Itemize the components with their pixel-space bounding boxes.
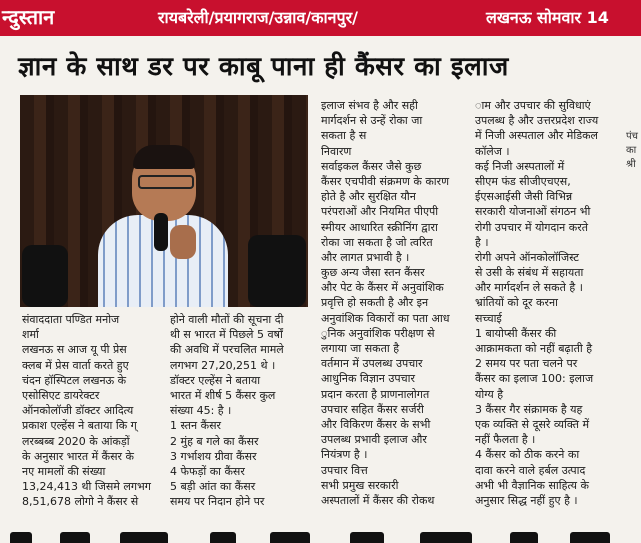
speaker-hand <box>170 225 196 259</box>
article-line: उपचार सहित कैंसर सर्जरी <box>321 402 424 416</box>
article-line: 3 कैंसर गैर संक्रामक है यह <box>475 402 583 416</box>
article-line: सभी प्रमुख सरकारी <box>321 478 399 492</box>
article-line: 8,51,678 लोगो ने कैंसर से <box>22 495 139 509</box>
article-line: और मार्गदर्शन ले सकते है । <box>475 281 583 295</box>
article-line: स्मीयर आधारित स्क्रीनिंग द्वारा <box>321 220 438 234</box>
article-line: भारत में शीर्ष 5 कैंसर कुल <box>170 388 276 402</box>
article-line: और पेट के कैंसर में अनुवांशिक <box>321 281 444 295</box>
article-line: ुनिक अनुवांशिक परीक्षण से <box>321 326 435 340</box>
article-line: 1 स्तन कैंसर <box>170 419 222 433</box>
article-line: दावा करने वाले हर्बल उत्पाद <box>475 463 586 477</box>
article-line: 4 कैंसर को ठीक करने का <box>475 448 580 462</box>
article-line: से उसी के संबंध में सहायता <box>475 266 584 280</box>
article-line: उपलब्ध है और उत्तरप्रदेश राज्य <box>475 114 599 128</box>
article-line: 3 गर्भाशय ग्रीवा कैंसर <box>170 449 257 463</box>
next-headline-fragment <box>0 532 641 543</box>
article-line: अस्पतालों में कैंसर की रोकथ <box>321 493 435 507</box>
article-line: अनुवांशिक विकारों का पता आध <box>321 311 450 325</box>
article-line: होने वाली मौतों की सूचना दी <box>170 313 284 326</box>
article-line: 2 मुंह ब गले का कैंसर <box>170 434 259 448</box>
article-line: प्रवृत्ति हो सकती है और इन <box>321 296 429 310</box>
article-line: 13,24,413 थी जिसमे लगभग <box>22 480 151 494</box>
article-line: कुछ अन्य जैसा स्तन कैंसर <box>321 266 425 280</box>
article-line: चंदन हॉस्पिटल लखनऊ के <box>22 373 127 387</box>
article-line: और लागत प्रभावी है । <box>321 250 410 264</box>
article-line: प्रदान करता है प्राणनालोगत <box>321 387 430 401</box>
snippet-line: पंच <box>626 131 639 142</box>
article-line: क्लब में प्रेस वार्ता करते हुए <box>22 358 129 372</box>
article-line: 4 फेफड़ों का कैंसर <box>170 464 245 478</box>
article-column-3 <box>321 98 450 508</box>
article-line: होते है और सुरक्षित यौन <box>321 190 416 204</box>
article-line: ईएसआईसी जैसी विभिन्न <box>475 190 573 204</box>
article-line: एसोसिएट डायरेक्टर <box>22 388 100 402</box>
article-line: ाम और उपचार की सुविधाएं <box>475 99 591 112</box>
article-line: लगभग 27,20,251 थे । <box>170 358 276 372</box>
article-line: शर्मा <box>22 328 39 342</box>
article-line: सकता है स <box>321 129 367 143</box>
article-line: सरकारी योजनाओं संगठन भी <box>475 205 591 219</box>
article-line: 1 बायोप्सी कैंसर की <box>475 326 557 340</box>
article-line: थी स भारत में पिछले 5 वर्षों <box>170 328 283 342</box>
article-line: वर्तमान में उपलब्ध उपचार <box>321 357 423 371</box>
article-line: मार्गदर्शन से उन्हें रोका जा <box>321 114 423 128</box>
microphone-icon <box>154 213 168 251</box>
article-line: 5 बड़ी आंत का कैंसर <box>170 480 256 494</box>
article-line: सच्चाई <box>475 311 502 325</box>
speaker-hair <box>133 145 195 169</box>
article-line: प्रकाश एल्हेंस ने बताया कि ग् <box>22 419 137 433</box>
article-line: अनुसार सिद्ध नहीं हुए है । <box>475 493 578 507</box>
masthead <box>0 0 641 36</box>
article-line: नए मामलों की संख्या <box>22 464 106 478</box>
article-line: कैंसर का इलाज 100: इलाज <box>475 372 594 386</box>
article-line: लरब्बब्ब 2020 के आंकड़ों <box>22 434 130 448</box>
article-line: में निजी अस्पताल और मेडिकल <box>475 129 599 143</box>
newspaper-brand: न्दुस्तान <box>2 5 55 29</box>
article-line: नियंत्रण है । <box>321 448 368 462</box>
article-line: लखनऊ स आज यू पी प्रेस <box>22 343 127 357</box>
article-column-4 <box>475 98 598 508</box>
article-line: नहीं फैलता है । <box>475 433 536 447</box>
article-line: परंपराओं और नियमित पीएपी <box>321 205 439 219</box>
article-column-2 <box>170 312 284 509</box>
article-line: अभी भी वैज्ञानिक साहित्य के <box>475 478 589 492</box>
article-line: और विकिरण कैंसर के सभी <box>321 417 431 431</box>
article-line: 2 समय पर पता चलने पर <box>475 357 578 371</box>
article-line: इलाज संभव है और सही <box>321 99 418 112</box>
article-line: सीएम फंड सीजीएचएस, <box>475 174 571 188</box>
article-line: ऑनकोलॉजी डॉक्टर आदित्य <box>22 404 134 418</box>
article-column-1 <box>22 312 151 509</box>
article-line: आक्रामकता को नहीं बढ़ाती है <box>475 342 593 355</box>
chair-right <box>248 235 306 307</box>
article-line: निवारण <box>321 144 352 158</box>
chair-left <box>22 245 68 307</box>
article-line: उपलब्ध प्रभावी इलाज और <box>321 433 427 447</box>
adjacent-article-snippet <box>626 130 638 172</box>
article-line: सर्वाइकल कैंसर जैसे कुछ <box>321 159 422 173</box>
article-line: संवाददाता पण्डित मनोज <box>22 313 120 326</box>
article-line: योग्य है <box>475 387 504 401</box>
article-line: संख्या 45: है । <box>170 404 232 418</box>
edition-cities: रायबरेली/प्रयागराज/उन्नाव/कानपुर/ <box>158 8 358 27</box>
article-line: के अनुसार भारत में कैंसर के <box>22 449 134 463</box>
article-line: उपचार वित्त <box>321 463 368 477</box>
article-line: कैंसर एचपीवी संक्रमण के कारण <box>321 174 450 188</box>
speaker-glasses <box>138 175 194 189</box>
article-line: लगाया जा सकता है <box>321 342 400 355</box>
article-line: डॉक्टर एल्हेंस ने बताया <box>170 373 261 387</box>
article-line: भ्रांतियों को दूर करना <box>475 296 558 310</box>
article-line: कॉलेज । <box>475 144 510 158</box>
edition-date: लखनऊ सोमवार 14 <box>486 8 609 27</box>
speaker-photo <box>20 95 308 307</box>
snippet-line: का <box>626 145 637 156</box>
article-line: है । <box>475 235 489 249</box>
article-headline: ज्ञान के साथ डर पर काबू पाना ही कैंसर का इलाज <box>18 52 509 82</box>
snippet-line: श्री <box>626 159 636 170</box>
article-line: समय पर निदान होने पर <box>170 495 265 509</box>
article-line: आधुनिक विज्ञान उपचार <box>321 372 415 386</box>
article-line: रोका जा सकता है जो त्वरित <box>321 235 433 249</box>
article-line: कई निजी अस्पतालों में <box>475 159 565 173</box>
article-line: रोगी उपचार में योगदान करते <box>475 220 588 234</box>
article-line: की अवधि में परचलित मामले <box>170 343 284 357</box>
article-line: रोगी अपने ऑनकोलॉजिस्ट <box>475 250 579 264</box>
article-line: एक व्यक्ति से दूसरे व्यक्ति में <box>475 417 590 431</box>
